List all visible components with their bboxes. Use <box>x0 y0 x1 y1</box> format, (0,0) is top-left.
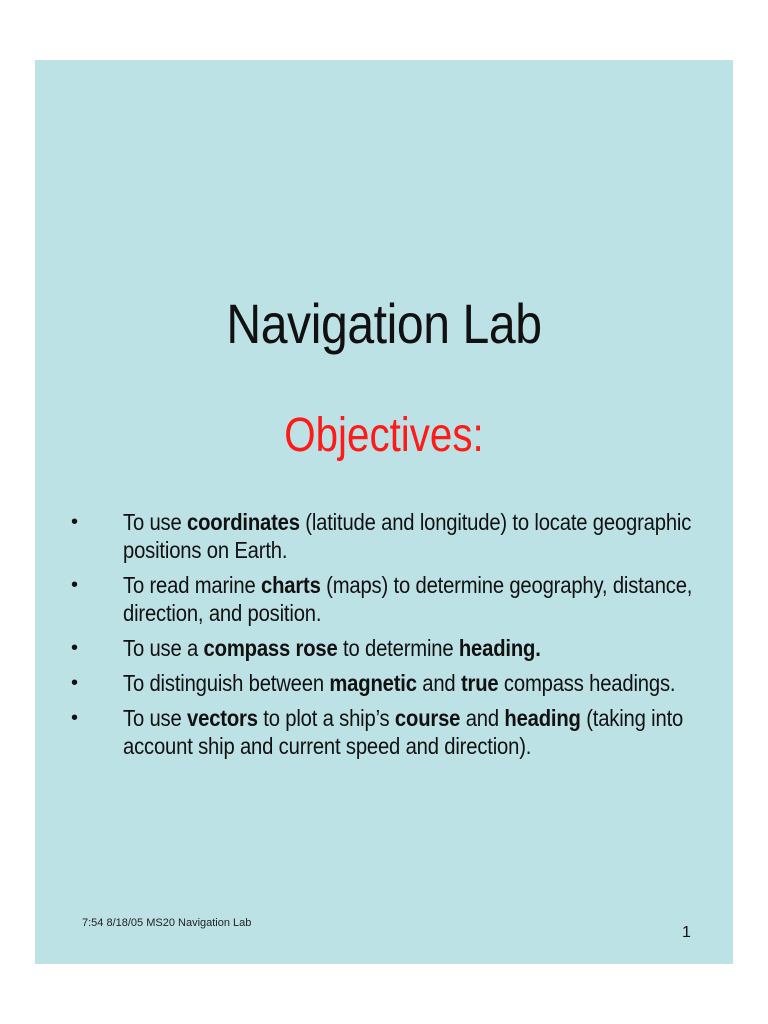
bullet-icon: • <box>71 637 79 659</box>
bold-term: true <box>460 670 499 696</box>
slide <box>35 60 733 964</box>
text-run: (latitude and longitude) to locate geographic positions on Earth. <box>123 509 692 563</box>
page-number: 1 <box>682 924 691 941</box>
text-run: To read marine <box>123 572 261 598</box>
objective-text <box>123 704 730 760</box>
slide-title: Navigation Lab <box>226 292 542 355</box>
text-run: To use <box>123 705 188 731</box>
bullet-icon: • <box>71 574 79 596</box>
bold-term: coordinates <box>187 509 300 535</box>
text-run: To use <box>123 509 188 535</box>
bold-term: compass rose <box>203 635 338 661</box>
text-run: To use a <box>123 635 204 661</box>
objective-text <box>123 508 730 564</box>
text-run: compass headings. <box>498 670 676 696</box>
bullet-icon: • <box>71 511 79 533</box>
objectives-list <box>71 508 711 767</box>
objectives-heading: Objectives: <box>284 409 484 462</box>
objective-text <box>123 669 730 697</box>
list-item <box>71 508 711 564</box>
list-item <box>71 704 711 760</box>
text-run: and <box>416 670 461 696</box>
slide-footer: 7:54 8/18/05 MS20 Navigation Lab <box>82 917 252 929</box>
text-run: to determine <box>337 635 459 661</box>
objective-text <box>123 571 730 627</box>
list-item <box>71 669 711 697</box>
bullet-icon: • <box>71 707 79 729</box>
bold-term: vectors <box>187 705 258 731</box>
bullet-icon: • <box>71 672 79 694</box>
bold-term: heading. <box>458 635 541 661</box>
list-item <box>71 634 711 662</box>
bold-term: heading <box>504 705 581 731</box>
bold-term: magnetic <box>329 670 417 696</box>
text-run: and <box>460 705 505 731</box>
bold-term: course <box>394 705 461 731</box>
text-run: To distinguish between <box>123 670 330 696</box>
bold-term: charts <box>260 572 321 598</box>
text-run: (taking into account ship and current speed and direction). <box>123 705 684 759</box>
text-run: (maps) to determine geography, distance, direction, and position. <box>123 572 693 626</box>
text-run: to plot a ship’s <box>257 705 395 731</box>
list-item <box>71 571 711 627</box>
objective-text <box>123 634 730 662</box>
